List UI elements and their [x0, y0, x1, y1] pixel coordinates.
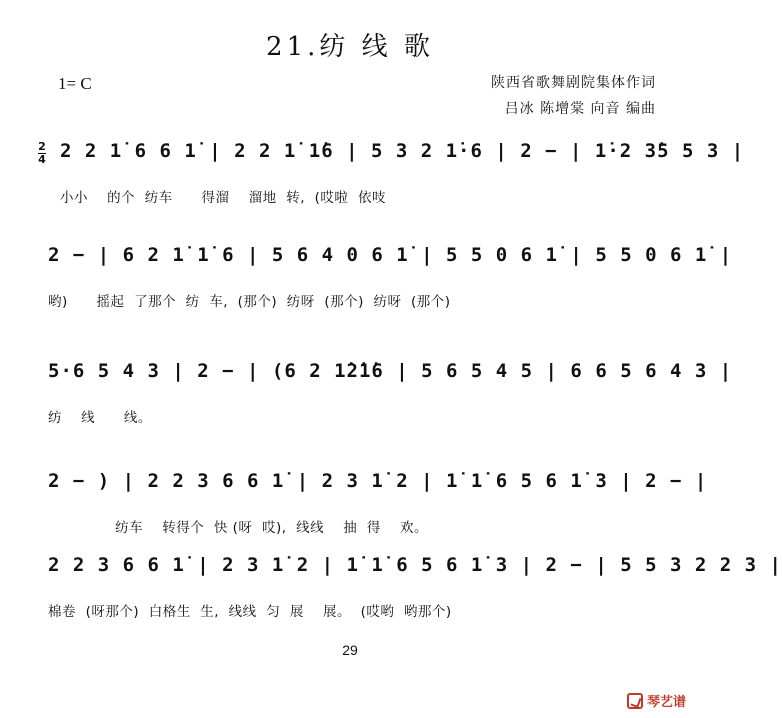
- logo-icon: [627, 693, 643, 709]
- time-signature-top: 2: [38, 140, 46, 153]
- lyrics-line-5: 棉卷 (呀那个) 白格生 生, 线线 匀 展 展。 (哎哟 哟那个): [48, 604, 452, 620]
- lyrics-line-3: 纺 线 线。: [48, 410, 152, 426]
- notation-line-2: [0, 244, 733, 334]
- lyrics-line-2: 哟) 摇起 了那个 纺 车, (那个) 纺呀 (那个) 纺呀 (那个): [48, 294, 451, 310]
- watermark-logo: [627, 691, 686, 710]
- notation-line-3: [0, 360, 733, 450]
- notes-line-1: 2 2 1̇ 6 6 1̇ | 2 2 1̇ 1̇6 | 5 3 2 1̇·6 | 2 − | 1̇·2 3̇5 5 3 |: [60, 140, 745, 162]
- notation-line-4: [0, 470, 708, 560]
- lyricist-credit: 陕西省歌舞剧院集体作词: [491, 75, 656, 91]
- song-title: 21.纺 线 歌: [266, 32, 434, 62]
- notes-line-5: 2 2 3 6 6 1̇ | 2 3 1̇ 2 | 1̇ 1̇ 6 5 6 1̇ 3 | 2 − | 5 5 3 2 2 3 |: [48, 554, 782, 576]
- page-number: 29: [342, 642, 358, 658]
- notes-line-3: 5·6 5 4 3 | 2 − | (6 2 1̇2̇1̇6 | 5 6 5 4 5 | 6 6 5 6 4 3 |: [48, 360, 733, 382]
- lyrics-line-4: 纺车 转得个 快 (呀 哎), 线线 抽 得 欢。: [48, 520, 429, 536]
- time-signature-bottom: 4: [38, 153, 46, 166]
- watermark-text: 琴艺谱: [646, 695, 686, 710]
- key-signature: 1= C: [58, 74, 92, 93]
- composer-credit: 吕冰 陈增棠 向音 编曲: [504, 101, 656, 117]
- notes-line-2: 2 − | 6 2 1̇ 1̇ 6 | 5 6 4 0 6 1̇ | 5 5 0 6 1̇ | 5 5 0 6 1̇ |: [48, 244, 733, 266]
- lyrics-line-1: 小小 的个 纺车 得溜 溜地 转, (哎啦 依吱: [60, 190, 386, 206]
- notes-line-4: 2 − ) | 2 2 3 6 6 1̇ | 2 3 1̇ 2 | 1̇ 1̇ 6 5 6 1̇ 3 | 2 − |: [48, 470, 708, 492]
- notation-line-1: [0, 140, 745, 230]
- notation-line-5: [0, 554, 782, 644]
